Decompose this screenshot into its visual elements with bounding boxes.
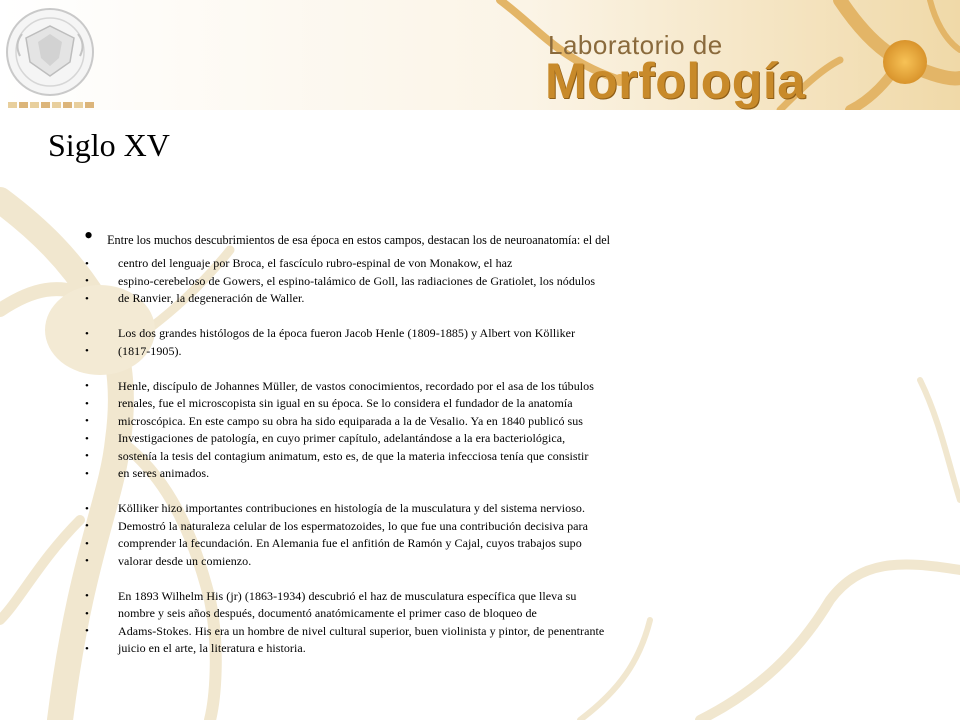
paragraph-gap	[85, 570, 604, 588]
bullet-dot: •	[85, 275, 89, 288]
bullet-text: juicio en el arte, la literatura e historia.	[118, 641, 306, 656]
logo-text-line2: Morfología	[545, 53, 806, 109]
bullet-dot: •	[85, 607, 89, 620]
bullet-line	[85, 518, 604, 536]
bullet-dot: •	[85, 397, 89, 410]
bullet-text: Demostró la naturaleza celular de los espermatozoides, lo que fue una contribución decisiva para	[118, 518, 588, 533]
bullet-line	[85, 500, 604, 518]
bullet-line	[85, 255, 604, 273]
bullet-line	[85, 535, 604, 553]
paragraph-gap	[85, 483, 604, 501]
bullet-dot: •	[85, 380, 89, 393]
bullet-line	[85, 343, 604, 361]
bullet-text: (1817-1905).	[118, 343, 182, 358]
bullet-text: Investigaciones de patología, en cuyo primer capítulo, adelantándose a la era bacteriológica,	[118, 431, 566, 446]
bullet-line	[85, 290, 604, 308]
bullet-text: de Ranvier, la degeneración de Waller.	[118, 291, 305, 306]
bullet-dot: •	[85, 642, 89, 655]
bullet-line	[85, 378, 604, 396]
bullet-line	[85, 623, 604, 641]
bullet-text: renales, fue el microscopista sin igual en su época. Se lo considera el fundador de la anatomía	[118, 396, 573, 411]
bullet-dot: •	[85, 520, 89, 533]
bullet-line	[85, 413, 604, 431]
bullet-text: espino-cerebeloso de Gowers, el espino-talámico de Goll, las radiaciones de Gratiolet, los nódulos	[118, 273, 596, 288]
slide-body	[85, 255, 604, 658]
bullet-line	[85, 273, 604, 291]
bullet-text: Henle, discípulo de Johannes Müller, de vastos conocimientos, recordado por el asa de los túbulos	[118, 378, 594, 393]
bullet-dot: •	[85, 467, 89, 480]
bullet-line	[85, 588, 604, 606]
bullet-line	[85, 448, 604, 466]
bullet-line	[85, 465, 604, 483]
paragraph-gap	[85, 308, 604, 326]
bullet-dot: •	[85, 257, 89, 270]
bullet-dot: •	[85, 415, 89, 428]
lead-bullet-dot: •	[84, 221, 94, 250]
bullet-line	[85, 430, 604, 448]
bullet-text: valorar desde un comienzo.	[118, 553, 252, 568]
bullet-dot: •	[85, 537, 89, 550]
bullet-line	[85, 553, 604, 571]
bullet-line	[85, 325, 604, 343]
bullet-dot: •	[85, 292, 89, 305]
lead-text: Entre los muchos descubrimientos de esa época en estos campos, destacan los de neuroanatomía: el del	[107, 233, 611, 247]
bullet-text: comprender la fecundación. En Alemania fue el anfitión de Ramón y Cajal, cuyos trabajos supo	[118, 536, 582, 551]
bullet-dot: •	[85, 625, 89, 638]
lead-bullet	[84, 221, 611, 250]
bullet-dot: •	[85, 432, 89, 445]
bullet-text: Kölliker hizo importantes contribuciones en histología de la musculatura y del sistema nervioso.	[118, 501, 586, 516]
bullet-text: Adams-Stokes. His era un hombre de nivel cultural superior, buen violinista y pintor, de penentrante	[118, 623, 605, 638]
slide-title: Siglo XV	[48, 127, 170, 163]
bullet-text: microscópica. En este campo su obra ha sido equiparada a la de Vesalio. Ya en 1840 publicó sus	[118, 413, 584, 428]
bullet-text: en seres animados.	[118, 466, 210, 481]
bullet-line	[85, 395, 604, 413]
bullet-dot: •	[85, 450, 89, 463]
logo-text-line1: Laboratorio de	[548, 30, 723, 60]
bullet-dot: •	[85, 555, 89, 568]
bullet-text: Los dos grandes histólogos de la época fueron Jacob Henle (1809-1885) y Albert von Kölliker	[118, 326, 576, 341]
bullet-text: centro del lenguaje por Broca, el fascículo rubro-espinal de von Monakow, el haz	[118, 256, 513, 271]
bullet-line	[85, 605, 604, 623]
bullet-text: En 1893 Wilhelm His (jr) (1863-1934) descubrió el haz de musculatura específica que lleva su	[118, 588, 577, 603]
bullet-dot: •	[85, 345, 89, 358]
crest-decoration-squares	[8, 102, 94, 108]
bullet-dot: •	[85, 590, 89, 603]
bullet-line	[85, 640, 604, 658]
university-crest-logo	[4, 4, 96, 100]
paragraph-gap	[85, 360, 604, 378]
header-neuron-illustration	[0, 0, 960, 110]
bullet-text: nombre y seis años después, documentó anatómicamente el primer caso de bloqueo de	[118, 606, 537, 621]
bullet-dot: •	[85, 327, 89, 340]
bullet-text: sostenía la tesis del contagium animatum, esto es, de que la materia infecciosa tenía que consistir	[118, 448, 589, 463]
bullet-dot: •	[85, 502, 89, 515]
